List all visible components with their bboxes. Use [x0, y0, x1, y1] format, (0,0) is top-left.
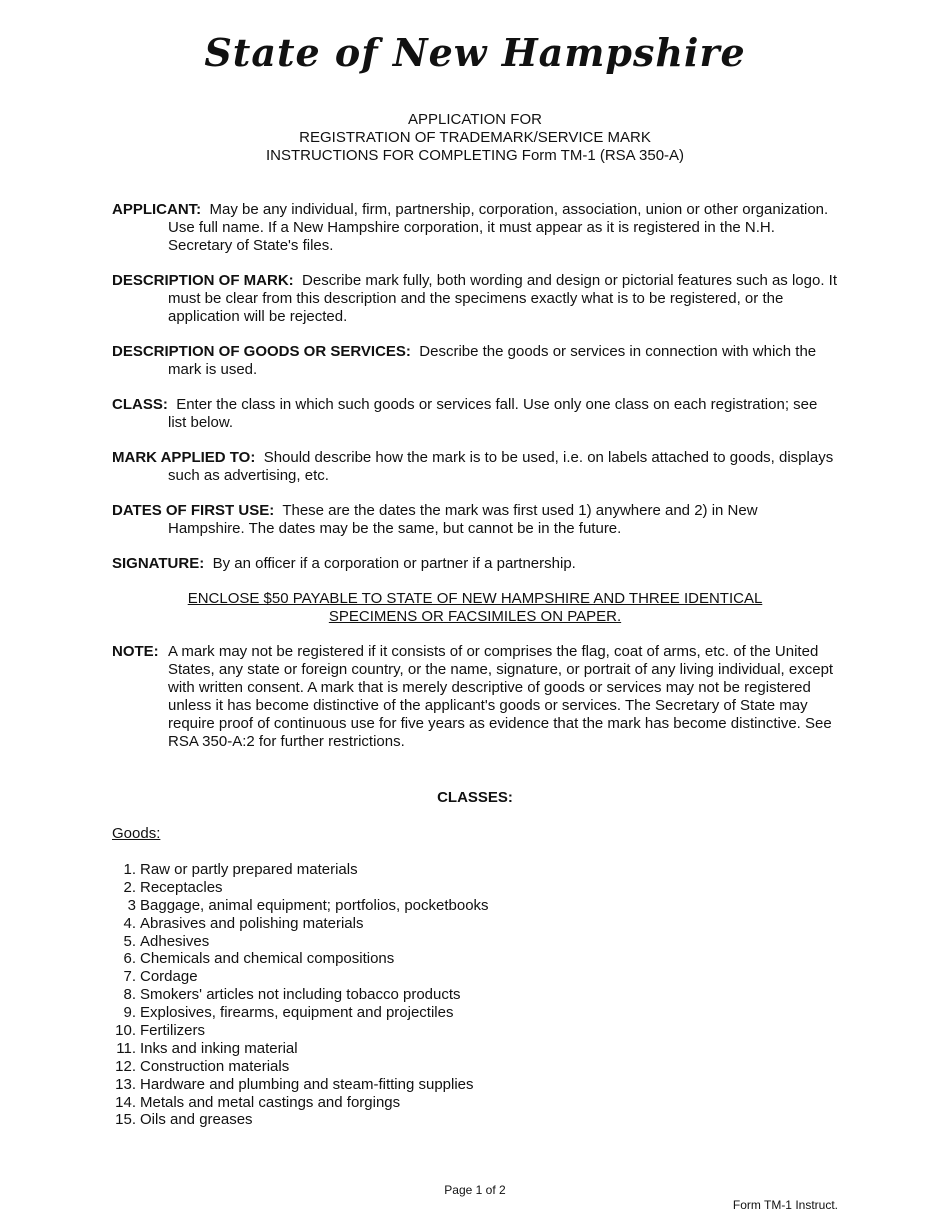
state-title: State of New Hampshire	[204, 30, 746, 75]
heading-line-1: APPLICATION FOR	[408, 111, 542, 128]
section-text: These are the dates the mark was first used 1) anywhere and 2) in New Hampshire. The dates may be the same, but cannot be in the future.	[168, 502, 758, 537]
list-item	[112, 1076, 712, 1094]
list-item-number: 1.	[123, 861, 136, 878]
goods-list	[112, 861, 712, 1129]
classes-title: CLASSES:	[437, 789, 513, 806]
list-item	[112, 1040, 712, 1058]
list-item	[112, 968, 712, 986]
list-item-text: Baggage, animal equipment; portfolios, pocketbooks	[140, 896, 489, 914]
list-item-text: Chemicals and chemical compositions	[140, 950, 395, 968]
list-item-text: Raw or partly prepared materials	[140, 861, 358, 878]
list-item-number: 9.	[123, 1004, 136, 1022]
list-item-text: Metals and metal castings and forgings	[140, 1093, 401, 1111]
section-label: MARK APPLIED TO:	[112, 449, 256, 466]
fee-notice	[112, 590, 838, 626]
section-text: Should describe how the mark is to be used, i.e. on labels attached to goods, displays such as advertising, etc.	[168, 449, 834, 484]
list-item	[112, 950, 712, 968]
class-section	[112, 396, 838, 432]
list-item-text: Abrasives and polishing materials	[140, 914, 364, 932]
section-label: SIGNATURE:	[112, 555, 205, 572]
list-item	[112, 879, 712, 897]
list-item	[112, 861, 712, 879]
heading-line-2: REGISTRATION OF TRADEMARK/SERVICE MARK	[299, 129, 651, 146]
section-label: DATES OF FIRST USE:	[112, 502, 275, 519]
list-item-text: Hardware and plumbing and steam-fitting supplies	[140, 1075, 474, 1093]
note-label: NOTE:	[112, 643, 159, 660]
applicant-section	[112, 201, 838, 255]
list-item-text: Explosives, firearms, equipment and projectiles	[140, 1004, 454, 1022]
form-identifier: Form TM-1 Instruct.	[732, 1198, 838, 1212]
list-item-number: 4.	[123, 914, 136, 932]
list-item-text: Cordage	[140, 968, 198, 986]
section-label: APPLICANT:	[112, 201, 202, 218]
list-item-text: Receptacles	[140, 878, 223, 896]
list-item-number: 2.	[123, 878, 136, 896]
list-item	[112, 1004, 712, 1022]
list-item-text: Adhesives	[140, 932, 210, 950]
list-item	[112, 1022, 712, 1040]
mark-applied-to-section	[112, 449, 838, 485]
description-of-mark-section	[112, 272, 838, 326]
list-item-text: Oils and greases	[140, 1111, 253, 1129]
list-item-text: Smokers' articles not including tobacco products	[140, 986, 461, 1004]
list-item-text: Construction materials	[140, 1057, 290, 1075]
description-of-goods-section	[112, 343, 838, 379]
list-item-number: 6.	[123, 950, 136, 968]
list-item	[112, 915, 712, 933]
list-item	[112, 986, 712, 1004]
signature-section	[112, 555, 838, 573]
section-label: CLASS:	[112, 396, 168, 413]
list-item-number: 3	[127, 896, 136, 914]
list-item	[112, 897, 712, 915]
list-item	[112, 933, 712, 951]
list-item	[112, 1111, 712, 1129]
section-label: DESCRIPTION OF MARK:	[112, 272, 294, 289]
form-heading	[0, 111, 950, 165]
instructions-body	[112, 201, 838, 751]
heading-line-3: INSTRUCTIONS FOR COMPLETING Form TM-1 (RSA 350-A)	[265, 147, 685, 164]
fee-notice-line-1: ENCLOSE $50 PAYABLE TO STATE OF NEW HAMPSHIRE AND THREE IDENTICAL	[187, 590, 763, 607]
list-item-number: 7.	[123, 968, 136, 986]
section-text: May be any individual, firm, partnership, corporation, association, union or other organization. Use full name. If a New Hampshire corporation, it must appear as it is registered in the N.H. Secretary of State's files.	[168, 201, 829, 254]
list-item	[112, 1058, 712, 1076]
list-item-number: 8.	[123, 986, 136, 1004]
list-item-text: Fertilizers	[140, 1022, 206, 1040]
list-item-text: Inks and inking material	[140, 1039, 298, 1057]
note-section	[112, 643, 838, 751]
note-text: A mark may not be registered if it consists of or comprises the flag, coat of arms, etc. of the United States, any state or foreign country, or the name, signature, or portrait of any living individual, except with written consent. A mark that is merely descriptive of goods or services may not be registered unless it has become distinctive of the applicant's goods or services. The Secretary of State may require proof of continuous use for five years as evidence that the mark has become distinctive. See RSA 350-A:2 for further restrictions.	[168, 643, 834, 750]
goods-label: Goods:	[112, 825, 161, 842]
page-number: Page 1 of 2	[444, 1183, 506, 1197]
section-label: DESCRIPTION OF GOODS OR SERVICES:	[112, 343, 411, 360]
list-item-number: 12.	[115, 1057, 136, 1075]
list-item-number: 11.	[116, 1039, 136, 1057]
section-text: Enter the class in which such goods or services fall. Use only one class on each registration; see list below.	[168, 396, 818, 431]
list-item-number: 5.	[123, 932, 136, 950]
list-item-number: 14.	[115, 1093, 136, 1111]
list-item-number: 13.	[115, 1075, 136, 1093]
list-item	[112, 1094, 712, 1112]
section-text: Describe the goods or services in connection with which the mark is used.	[168, 343, 817, 378]
section-text: By an officer if a corporation or partner if a partnership.	[212, 555, 576, 572]
fee-notice-line-2: SPECIMENS OR FACSIMILES ON PAPER.	[328, 608, 622, 625]
dates-of-first-use-section	[112, 502, 838, 538]
list-item-number: 15.	[115, 1111, 136, 1129]
section-text: Describe mark fully, both wording and design or pictorial features such as logo. It must be clear from this description and the specimens exactly what is to be registered, or the application will be rejected.	[168, 272, 838, 325]
list-item-number: 10.	[115, 1022, 136, 1040]
